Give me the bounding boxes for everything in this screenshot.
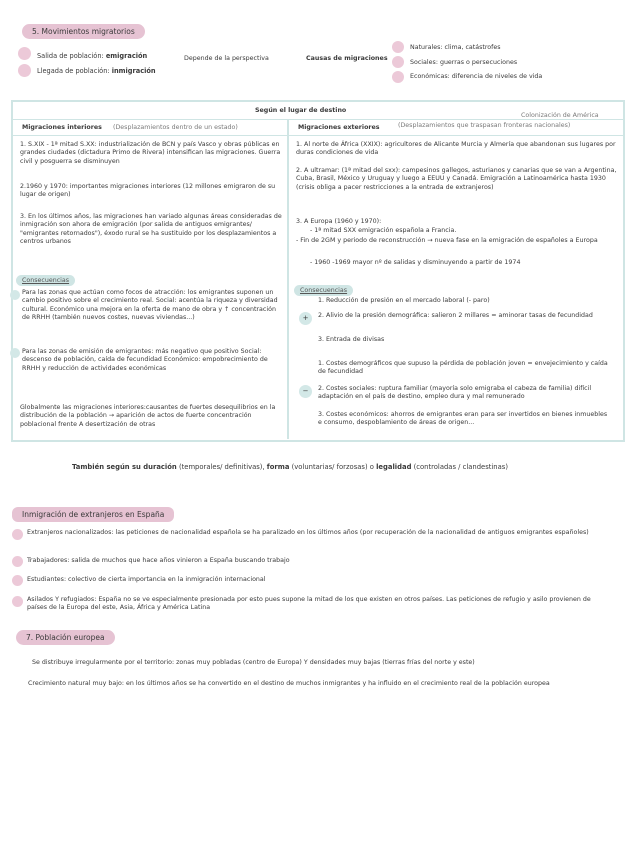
- bullet-dot: [392, 41, 404, 53]
- bullet-dot: [12, 529, 23, 540]
- salida-line: [37, 52, 147, 60]
- tambien-f: legalidad: [376, 463, 412, 471]
- salida-term: emigración: [105, 52, 148, 60]
- section-7-title: 7. Población europea: [16, 630, 115, 645]
- llegada-line: [37, 67, 156, 75]
- right-r2: 2. Alivio de la presión demográfica: salieron 2 millares = aminorar tasas de fecundidad: [318, 312, 593, 319]
- left-p2: 2.1960 y 1970: importantes migraciones interiores (12 millones emigraron de su lugar de origen): [20, 183, 276, 199]
- section-7-p1: Se distribuye irregularmente por el territorio: zonas muy pobladas (centro de Europa) Y densidades muy bajas (tierras frías del norte y este): [32, 659, 475, 666]
- box-header: Según el lugar de destino: [255, 107, 347, 114]
- conseq-dot: [10, 348, 20, 358]
- bullet-dot: [18, 47, 31, 60]
- causas-label: Causas de migraciones: [306, 55, 388, 62]
- right-p3-c: - 1960 -1969 mayor nº de salidas y disminuyendo a partir de 1974: [310, 259, 521, 266]
- salida-label: Salida de población:: [37, 52, 106, 60]
- right-p3-b: - Fin de 2GM y periodo de reconstrucción → nueva fase en la emigración de españoles a Europa: [296, 237, 598, 244]
- bullet-dot: [12, 556, 23, 567]
- inmigracion-item-4: Asilados Y refugiados: España no se ve especialmente presionada por esto pues supone la mitad de los que existen en otros países. Las peticiones de refugio y asilo provienen de países de la Europa del este, Asia, África y América Latina: [27, 596, 591, 612]
- bullet-dot: [12, 575, 23, 586]
- right-title-underline: [289, 135, 623, 136]
- right-title: Migraciones exteriores: [298, 124, 380, 131]
- right-p3-title: 3. A Europa (1960 y 1970):: [296, 218, 382, 225]
- tambien-g: (controladas / clandestinas): [411, 463, 508, 471]
- inmigracion-title: Inmigración de extranjeros en España: [12, 507, 174, 522]
- tambien-a: También según su: [72, 463, 144, 471]
- inmigracion-item-3: Estudiantes: colectivo de cierta importancia en la inmigración internacional: [27, 576, 266, 583]
- left-p3: 3. En los últimos años, las migraciones han variado algunas áreas consideradas de inmigración son ahora de emigración (por salida de antiguos emigrantes/ "emigrantes retornados"), éxodo rural se ha sustituido por los desplazamientos a centros urbanos: [20, 213, 282, 246]
- left-c2: Para las zonas de emisión de emigrantes: más negativo que positivo Social: descenso de población, caída de fecundidad Económico: empobrecimiento de RRHH y reducción de actividades económicas: [22, 348, 268, 372]
- right-consecuencias: Consecuencias: [294, 285, 353, 296]
- section-5-title: 5. Movimientos migratorios: [22, 24, 145, 39]
- bullet-dot: [392, 71, 404, 83]
- right-n3: 3. Costes económicos: ahorros de emigrantes eran para ser invertidos en bienes inmuebles e consumo, despoblamiento de áreas de origen...: [318, 411, 608, 427]
- llegada-label: Llegada de población:: [37, 67, 112, 75]
- bullet-dot: [18, 64, 31, 77]
- colonizacion-label: Colonización de América: [521, 112, 599, 119]
- left-c1: Para las zonas que actúan como focos de atracción: los emigrantes suponen un cambio positivo sobre el crecimiento real. Social: acentúa la riqueza y diversidad cultural. Económico una mejora en la oferta de mano de obra y ↑ concentración de RRHH (también nuevos costes, nuevas viviendas...): [22, 289, 278, 322]
- left-c3: Globalmente las migraciones interiores:causantes de fuertes desequilibrios en la distribución de la población → aparición de actos de fuerte concentración poblacional frente A desertización de otras: [20, 404, 276, 428]
- bullet-dot: [12, 596, 23, 607]
- right-n2: 2. Costes sociales: ruptura familiar (mayoría solo emigraba el cabeza de familia) difícil adaptación en el país de destino, empleo dura y mal remunerado: [318, 385, 592, 401]
- llegada-term: inmigración: [111, 67, 156, 75]
- right-p2: 2. A ultramar: (1ª mitad del sxx): campesinos gallegos, asturianos y canarias que se van a Argentina, Cuba, Brasil, México y Uruguay y luego a EEUU y Canadá. Emigración a Latinoamérica hasta 1930 (crisis obliga a pacer restricciones a la entrada de extranjeros): [296, 167, 617, 191]
- inmigracion-item-2: Trabajadores: salida de muchos que hace años vinieron a España buscando trabajo: [27, 557, 290, 564]
- causa-economica: Económicas: diferencia de niveles de vida: [410, 73, 543, 80]
- conseq-dot: [10, 290, 20, 300]
- tambien-e: (voluntarias/ forzosas) o: [289, 463, 377, 471]
- left-consecuencias: Consecuencias: [16, 275, 75, 286]
- left-title: Migraciones interiores: [22, 124, 102, 131]
- depende-text: Depende de la perspectiva: [184, 55, 269, 62]
- causa-natural: Naturales: clima, catástrofes: [410, 44, 501, 51]
- right-p3-a: - 1ª mitad SXX emigración española a Francia.: [310, 227, 457, 234]
- box-column-divider: [287, 119, 289, 439]
- minus-badge: −: [299, 385, 312, 398]
- tambien-b: duración: [143, 463, 177, 471]
- plus-badge: +: [299, 312, 312, 325]
- left-p1: 1. S.XIX - 1ª mitad S.XX: industrialización de BCN y país Vasco y obras públicas en grandes ciudades (dictadura Primo de Rivera) intensifican las migraciones. Guerra civil y posguerra se disminuyen: [20, 141, 281, 165]
- inmigracion-item-1: Extranjeros nacionalizados: las peticiones de nacionalidad española se ha paralizado en los últimos años (por recuperación de la nacionalidad de antiguos emigrantes españoles): [27, 529, 589, 536]
- left-subtitle: (Desplazamientos dentro de un estado): [113, 124, 238, 131]
- causa-social: Sociales: guerras o persecuciones: [410, 59, 518, 66]
- right-r1: 1. Reducción de presión en el mercado laboral (- paro): [318, 297, 490, 304]
- tambien-c: (temporales/ definitivas),: [176, 463, 267, 471]
- right-p1: 1. Al norte de África (XXIX): agricultores de Alicante Murcia y Almería que abandonan sus lugares por duras condiciones de vida: [296, 141, 616, 157]
- right-r3: 3. Entrada de divisas: [318, 336, 385, 343]
- tambien-line: [72, 463, 508, 471]
- right-subtitle: (Desplazamientos que traspasan fronteras nacionales): [398, 122, 571, 129]
- section-7-p2: Crecimiento natural muy bajo: en los últimos años se ha convertido en el destino de muchos inmigrantes y ha influido en el crecimiento real de la población europea: [28, 680, 550, 687]
- bullet-dot: [392, 56, 404, 68]
- tambien-d: forma: [266, 463, 290, 471]
- right-n1: 1. Costes demográficos que supuso la pérdida de población joven = envejecimiento y caída de fecundidad: [318, 360, 608, 376]
- left-title-underline: [13, 135, 287, 136]
